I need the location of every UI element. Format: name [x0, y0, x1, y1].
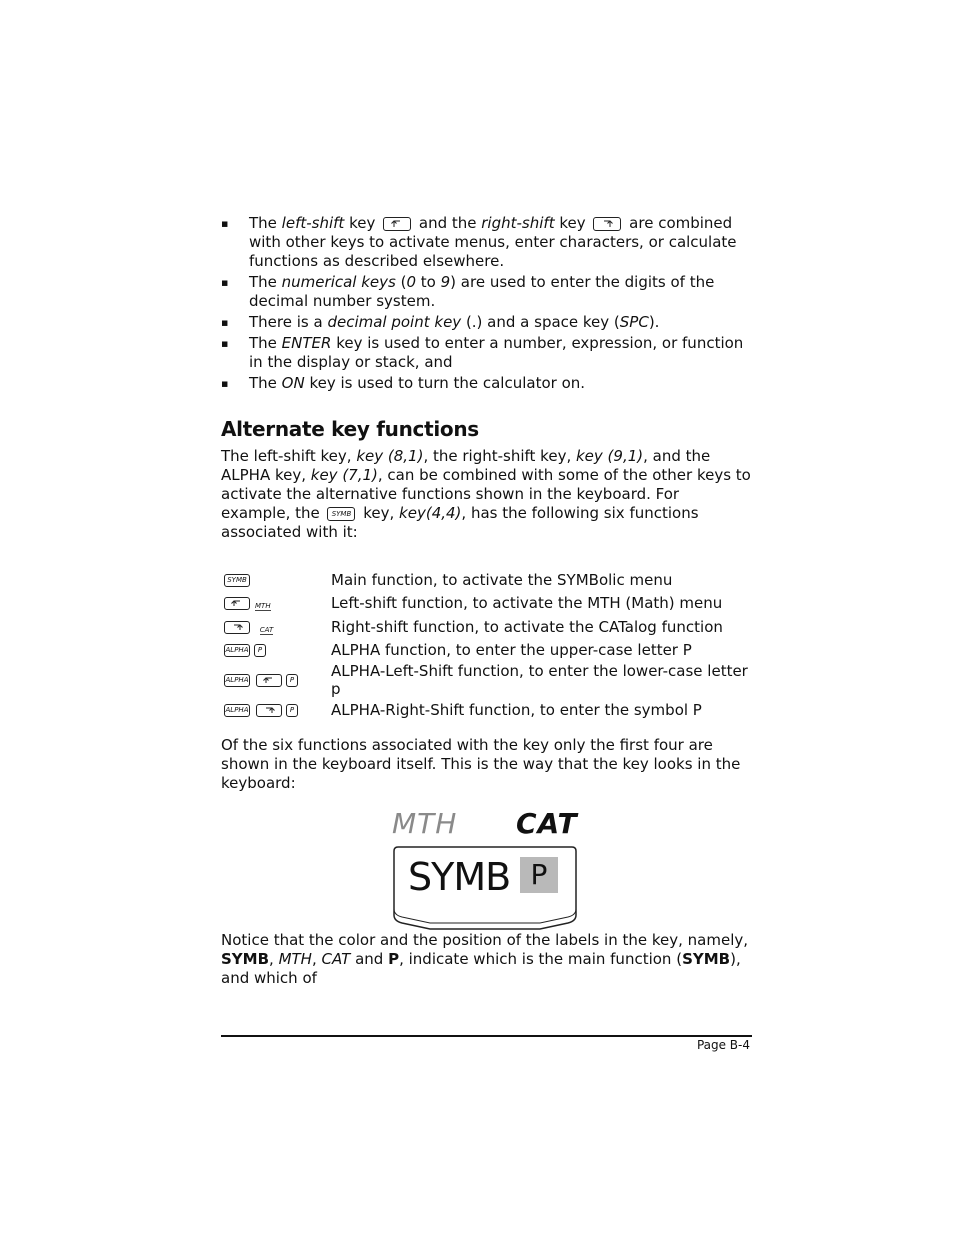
right-shift-key-icon	[593, 217, 621, 231]
table-row: ALPHA P ALPHA-Right-Shift function, to enter the symbol P	[225, 700, 702, 719]
page-content	[221, 214, 753, 988]
p-key-icon: P	[286, 704, 298, 717]
cat-label: CAT	[516, 806, 578, 840]
table-row: SYMB Main function, to activate the SYMBolic menu	[221, 568, 753, 592]
mth-label: MTH	[255, 602, 271, 611]
keyboard-paragraph: Of the six functions associated with the key only the first four are shown in the keyboard itself. This is the way that the key looks in the keyboard:	[221, 735, 741, 792]
alpha-key-icon: ALPHA	[224, 674, 250, 687]
alpha-key-icon: ALPHA	[224, 704, 250, 717]
alpha-key-icon: ALPHA	[224, 644, 250, 657]
table-row: ALPHA P ALPHA-Left-Shift function, to enter the lower-case letter p	[225, 662, 748, 698]
table-row: CAT Right-shift function, to activate the CATalog function	[221, 615, 753, 639]
symb-key-icon: SYMB	[224, 574, 250, 587]
intro-paragraph: The left-shift key, key (8,1), the right-shift key, key (9,1), and the ALPHA key, key (7,1), can be combined with some of the other keys to activate the alternative functions shown in the keyboard. For example, the SYMB key, key(4,4), has the following six functions associated with it:	[221, 447, 751, 541]
p-key-icon: P	[286, 674, 298, 687]
list-item: ▪ There is a decimal point key (.) and a space key (SPC).	[221, 313, 753, 332]
cat-label: CAT	[259, 625, 274, 634]
section-heading: Alternate key functions	[221, 417, 479, 441]
left-shift-key-icon	[224, 597, 250, 610]
list-item: ▪ The ENTER key is used to enter a number, expression, or function in the display or stack, and	[221, 334, 753, 372]
mth-label: MTH	[392, 806, 458, 840]
list-item: ▪ The numerical keys (0 to 9) are used to enter the digits of the decimal number system.	[221, 273, 753, 311]
symb-key-illustration	[390, 807, 580, 931]
symb-label: SYMB	[408, 854, 511, 899]
page-number: Page B-4	[696, 1038, 750, 1052]
symb-key-icon: SYMB	[327, 507, 355, 521]
table-row: MTH Left-shift function, to activate the MTH (Math) menu	[221, 592, 753, 616]
left-shift-key-icon	[383, 217, 411, 231]
list-item: ▪ The ON key is used to turn the calculator on.	[221, 374, 753, 393]
right-shift-key-icon	[224, 621, 250, 634]
p-label: P	[520, 857, 558, 893]
notice-paragraph: Notice that the color and the position of the labels in the key, namely, SYMB, MTH, CAT and P, indicate which is the main function (SYMB), and which of	[221, 930, 749, 987]
p-key-icon: P	[254, 644, 266, 657]
key-functions-table	[221, 568, 753, 722]
right-shift-key-icon	[256, 704, 282, 717]
left-shift-key-icon	[256, 674, 282, 687]
key-description-list	[221, 214, 753, 393]
footer-rule	[221, 1035, 752, 1037]
table-row: ALPHA P ALPHA function, to enter the upper-case letter P	[225, 641, 692, 660]
list-item: ▪ The left-shift key and the right-shift key are combined with other keys to activate menus, enter characters, or calculate functions as described elsewhere.	[221, 214, 753, 271]
